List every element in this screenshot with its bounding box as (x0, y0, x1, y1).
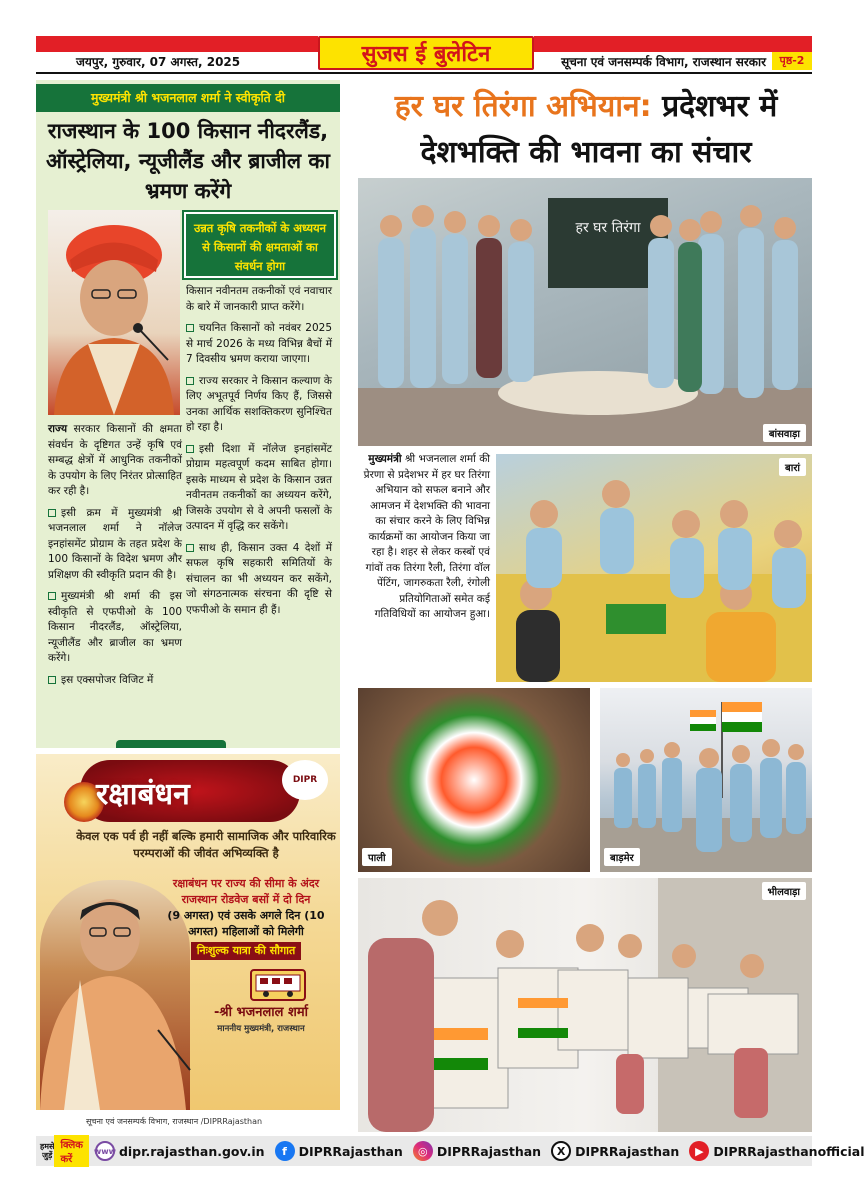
headline-highlight: हर घर तिरंगा अभियान: (394, 89, 652, 124)
pull-quote: उन्नत कृषि तकनीकों के अध्ययन से किसानों की क्षमताओं का संवर्धन होगा (184, 212, 336, 278)
photo-caption: भीलवाड़ा (762, 882, 807, 900)
facebook-icon: f (275, 1141, 295, 1161)
bullet-square-icon (186, 324, 194, 332)
ad-signature-role: माननीय मुख्यमंत्री, राजस्थान (217, 1024, 305, 1034)
ad-footer: सूचना एवं जनसम्पर्क विभाग, राजस्थान /DIPRRajasthan (36, 1110, 340, 1134)
story-headline: राजस्थान के 100 किसान नीदरलैंड, ऑस्ट्रेलिया, न्यूजीलैंड और ब्राजील का भ्रमण करेंगे (46, 119, 330, 203)
story-column-1 (48, 422, 182, 694)
bullet-paragraph (48, 506, 182, 584)
bullet-square-icon (186, 445, 194, 453)
right-story-body (360, 452, 490, 623)
paragraph: किसान नवीनतम तकनीकों एवं नवाचार के बारे में जानकारी प्राप्त करेंगे। (186, 285, 332, 313)
paragraph (48, 422, 182, 500)
link-text: DIPRRajasthan (436, 1143, 542, 1159)
header-bar-left (36, 36, 318, 52)
left-story (36, 80, 340, 748)
youtube-icon: ▶ (689, 1141, 709, 1161)
ad-free-travel-label: निःशुल्क यात्रा की सौगात (191, 942, 302, 960)
ad-signature (186, 1004, 336, 1038)
body-text: श्री भजनलाल शर्मा की प्रेरणा से प्रदेशभर में हर घर तिरंगा अभियान को सफल बनाने और आमजन में देशभक्ति की भावना का संचार करने के लिए विभिन्न कार्यक्रमों का आयोजन किया जा रहा है। शहर से लेकर कस्बों एवं गांवों तक तिरंगा रैली, तिरंगा वॉल पेंटिंग, जागरुकता रैली, रंगोली प्रतियोगिताओं समेत कई गतिविधियों का आयोजन हुआ। (363, 453, 490, 620)
social-footer (36, 1136, 865, 1166)
lead-word: राज्य (48, 423, 68, 435)
ad-signature-name: -श्री भजनलाल शर्मा (214, 1005, 308, 1020)
link-text: dipr.rajasthan.gov.in (118, 1143, 265, 1159)
bullet-paragraph (186, 321, 332, 368)
body-lead: मुख्यमंत्री (368, 453, 402, 465)
continue-tab (116, 740, 226, 748)
department-name: सूचना एवं जनसम्पर्क विभाग, राजस्थान सरकार (561, 55, 766, 69)
bullet-paragraph (186, 442, 332, 535)
ad-title: रक्षाबंधन (96, 777, 190, 812)
photo-caption: बारां (779, 458, 806, 476)
globe-icon: www (95, 1141, 115, 1161)
story-kicker: मुख्यमंत्री श्री भजनलाल शर्मा ने स्वीकृति दी (36, 84, 340, 112)
bullet-text: इसी क्रम में मुख्यमंत्री श्री भजनलाल शर्मा ने नॉलेज इनहांसमेंट प्रोग्राम के तहत प्रदेश के 100 किसानों के विदेश भ्रमण और प्रशिक्षण की स्वीकृति प्रदान की है। (48, 506, 182, 581)
date-line: जयपुर, गुरुवार, 07 अगस्त, 2025 (76, 55, 241, 69)
rakshabandhan-advertisement (36, 754, 340, 1134)
bullet-text: इस एक्सपोजर विजिट में (61, 673, 154, 686)
instagram-icon: ◎ (413, 1141, 433, 1161)
youtube-link[interactable] (689, 1141, 864, 1161)
bullet-text: इसी दिशा में नॉलेज इनहांसमेंट प्रोग्राम महत्वपूर्ण कदम साबित होगा। इसके माध्यम से प्रदेश के किसान उन्नत नवीनतम तकनीकों का अध्ययन करेंगे, जिसके उपयोग से वे अपनी फसलों के उत्पादन में वृद्धि कर सकेंगे। (186, 442, 332, 532)
ad-offer-text (158, 876, 334, 960)
photo-banswara (358, 178, 812, 446)
photo-barmer (600, 688, 812, 872)
ad-subtitle: केवल एक पर्व ही नहीं बल्कि हमारी सामाजिक और पारिवारिक परम्पराओं की जीवंत अभिव्यक्ति है (76, 829, 336, 860)
story-column-2 (186, 284, 332, 624)
paragraph-text: सरकार किसानों की क्षमता संवर्धन के दृष्टिगत उन्हें कृषि एवं सम्बद्ध क्षेत्रों में आधुनिक तकनीकों के उपयोग के लिए निरंतर प्रोत्साहित कर रही है। (48, 423, 182, 497)
bullet-text: राज्य सरकार ने किसान कल्याण के लिए अभूतपूर्व निर्णय किए हैं, जिससे उनका आर्थिक सशक्तिकरण सुनिश्चित हो रहा है। (186, 374, 332, 433)
link-text: DIPRRajasthan (575, 1143, 680, 1159)
ad-offer-dates: (9 अगस्त) एवं उसके अगले दिन (10 अगस्त) महिलाओं को मिलेगी (167, 909, 325, 938)
bullet-text: मुख्यमंत्री श्री शर्मा की इस स्वीकृति से एफपीओ के 100 किसान नीदरलैंड, ऑस्ट्रेलिया, न्यूजीलैंड और ब्राजील का भ्रमण करेंगे। (48, 590, 182, 664)
dipr-logo: DIPR (282, 760, 328, 800)
x-link[interactable] (551, 1141, 679, 1161)
headline-rest: प्रदेशभर में देशभक्ति की भावना का संचार (420, 89, 778, 170)
bullet-text: चयनित किसानों को नवंबर 2025 से मार्च 2026 के मध्य विभिन्न बैचों में 7 दिवसीय भ्रमण कराया जाएगा। (186, 322, 332, 365)
bullet-square-icon (48, 509, 56, 517)
bullet-square-icon (48, 676, 56, 684)
website-link[interactable] (95, 1141, 265, 1161)
photo-baran (496, 454, 812, 682)
classroom-board-text: हर घर तिरंगा (575, 220, 641, 236)
bullet-square-icon (186, 544, 194, 552)
masthead-title: सुजस ई बुलेटिन (318, 36, 534, 70)
instagram-link[interactable] (413, 1141, 541, 1161)
bullet-text: साथ ही, किसान उक्त 4 देशों में सफल कृषि सहकारी समितियों के संचालन का भी अध्ययन कर सकेंगे, जो संगठनात्मक संरचना की दृष्टि से एफपीओ के समान ही हैं। (186, 541, 332, 616)
photo-caption: बाड़मेर (604, 848, 640, 866)
bus-icon (250, 969, 306, 1001)
bullet-square-icon (186, 377, 194, 385)
bullet-paragraph (48, 589, 182, 667)
header-bar-right (534, 36, 812, 52)
join-us-label: हमसे जुड़ें (40, 1142, 55, 1160)
photo-caption: पाली (362, 848, 392, 866)
facebook-link[interactable] (275, 1141, 403, 1161)
chief-minister-portrait (48, 210, 180, 415)
bullet-paragraph (186, 541, 332, 619)
header-divider (36, 72, 812, 74)
right-headline (360, 84, 812, 176)
x-icon: X (551, 1141, 571, 1161)
page-number: पृष्ठ-2 (772, 52, 812, 70)
link-text: DIPRRajasthan (298, 1143, 403, 1159)
bullet-paragraph (48, 673, 182, 689)
bullet-paragraph (186, 374, 332, 436)
photo-caption: बांसवाड़ा (763, 424, 806, 442)
photo-bhilwara (358, 878, 812, 1132)
click-here-label: क्लिक करें (54, 1135, 89, 1167)
photo-pali (358, 688, 590, 872)
bullet-square-icon (48, 592, 56, 600)
link-text: DIPRRajasthanofficial (713, 1143, 865, 1159)
ad-offer-line: रक्षाबंधन पर राज्य की सीमा के अंदर राजस्थान रोडवेज बसों में दो दिन (172, 877, 320, 906)
